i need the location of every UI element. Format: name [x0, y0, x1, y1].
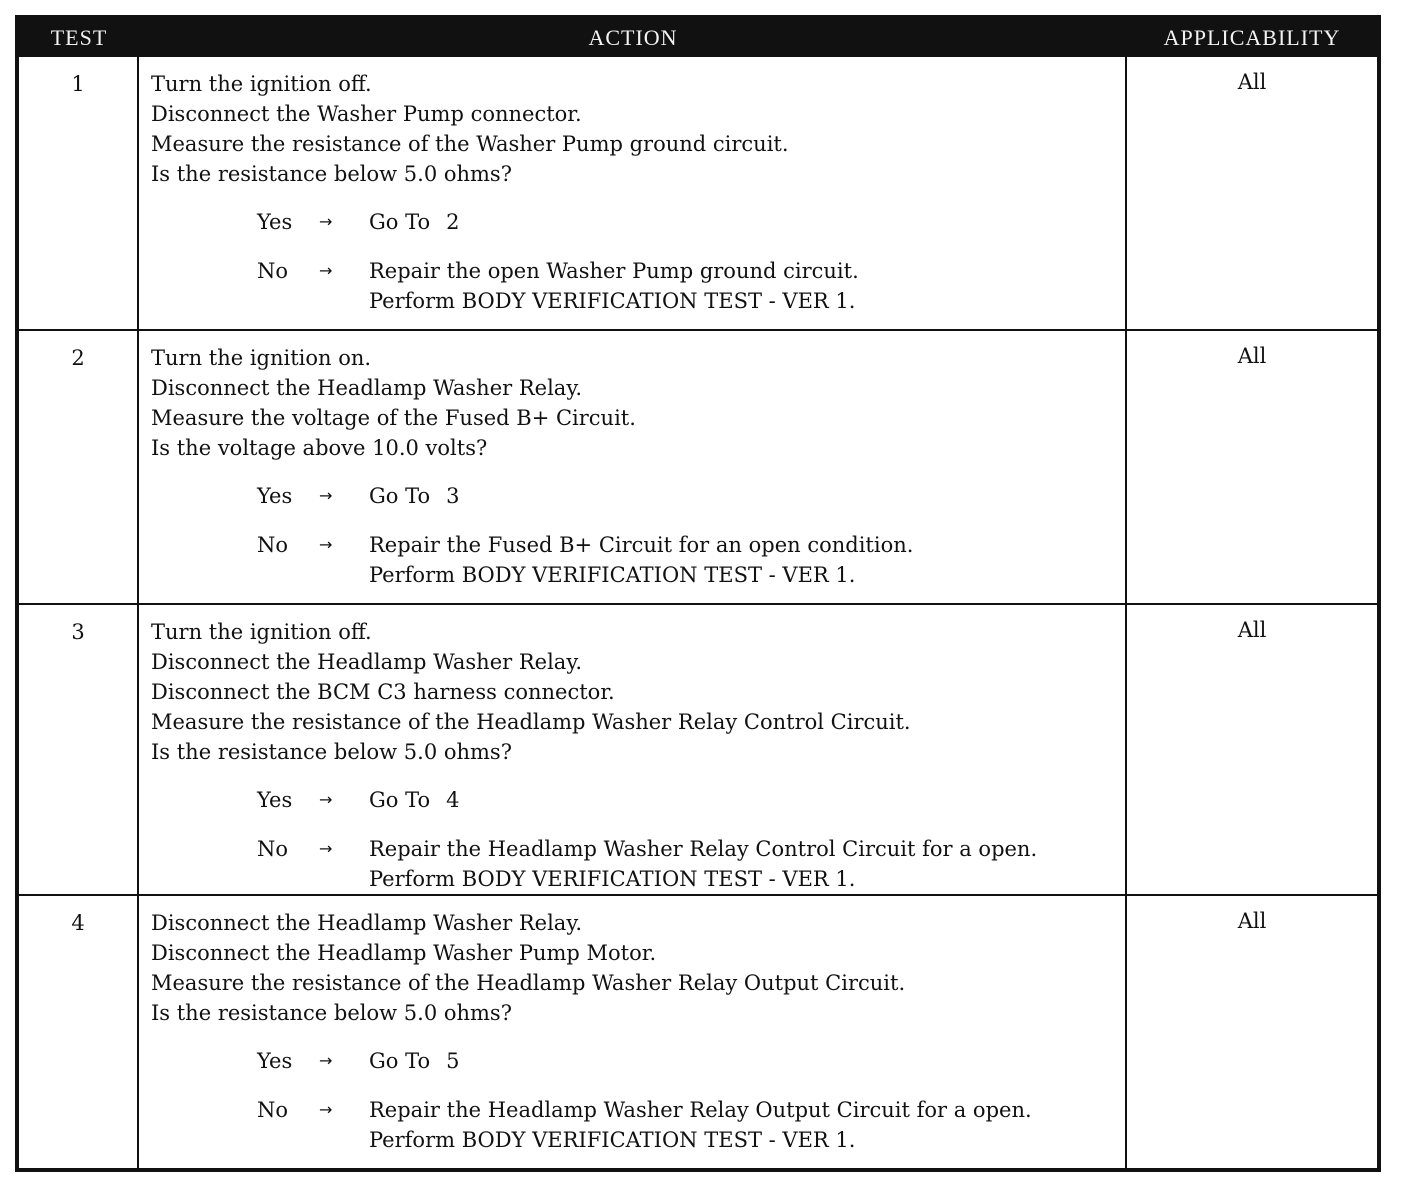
- action-cell: [139, 331, 1127, 603]
- outcome-yes: [257, 481, 1125, 511]
- outcome-no: [257, 256, 1125, 316]
- action-question: Is the voltage above 10.0 volts?: [151, 436, 488, 460]
- diagnostic-test-table: [15, 15, 1381, 1172]
- goto-instruction: [369, 1046, 460, 1076]
- action-step: Disconnect the Headlamp Washer Pump Motor.: [151, 941, 657, 965]
- test-number: 3: [19, 605, 139, 894]
- yes-label: Yes: [257, 210, 293, 234]
- outcomes: [257, 785, 1125, 894]
- action-step: Measure the resistance of the Headlamp Washer Relay Control Circuit.: [151, 710, 911, 734]
- goto-test-link[interactable]: 2: [446, 210, 460, 234]
- applicability-value: All: [1237, 344, 1267, 368]
- header-applicability: APPLICABILITY: [1163, 25, 1341, 50]
- goto-test-link[interactable]: 3: [446, 484, 460, 508]
- goto-instruction: [369, 481, 460, 511]
- action-step: Disconnect the BCM C3 harness connector.: [151, 680, 615, 704]
- action-question: Is the resistance below 5.0 ohms?: [151, 1001, 512, 1025]
- outcomes: [257, 481, 1125, 590]
- outcome-yes: [257, 207, 1125, 237]
- header-action: ACTION: [588, 25, 678, 50]
- action-step: Measure the voltage of the Fused B+ Circuit.: [151, 406, 636, 430]
- action-step: Measure the resistance of the Washer Pump ground circuit.: [151, 132, 789, 156]
- action-question: Is the resistance below 5.0 ohms?: [151, 162, 512, 186]
- outcome-no: [257, 530, 1125, 590]
- table-row: [19, 57, 1377, 329]
- verification-instruction: Perform BODY VERIFICATION TEST - VER 1.: [369, 289, 856, 313]
- arrow-right-icon: →: [319, 486, 333, 505]
- repair-instruction: Repair the Headlamp Washer Relay Control Circuit for a open.: [369, 837, 1038, 861]
- goto-test-link[interactable]: 4: [446, 788, 460, 812]
- goto-instruction: [369, 207, 460, 237]
- table-row: [19, 329, 1377, 603]
- test-number: 2: [19, 331, 139, 603]
- verification-instruction: Perform BODY VERIFICATION TEST - VER 1.: [369, 867, 856, 891]
- goto-label: Go To: [369, 484, 431, 508]
- no-label: No: [257, 837, 289, 861]
- applicability-value: All: [1237, 909, 1267, 933]
- outcome-yes: [257, 785, 1125, 815]
- table-header-row: [19, 19, 1377, 57]
- verification-instruction: Perform BODY VERIFICATION TEST - VER 1.: [369, 1128, 856, 1152]
- goto-label: Go To: [369, 210, 431, 234]
- goto-label: Go To: [369, 1049, 431, 1073]
- arrow-right-icon: →: [319, 535, 333, 554]
- test-rows: [19, 57, 1377, 1168]
- applicability-value: All: [1237, 70, 1267, 94]
- table-row: [19, 894, 1377, 1168]
- action-step: Disconnect the Headlamp Washer Relay.: [151, 911, 583, 935]
- test-number: 4: [19, 896, 139, 1168]
- goto-label: Go To: [369, 788, 431, 812]
- table-row: [19, 603, 1377, 894]
- header-test: TEST: [50, 25, 108, 50]
- action-step: Measure the resistance of the Headlamp Washer Relay Output Circuit.: [151, 971, 906, 995]
- goto-test-link[interactable]: 5: [446, 1049, 460, 1073]
- no-label: No: [257, 533, 289, 557]
- arrow-right-icon: →: [319, 839, 333, 858]
- repair-instruction: Repair the Headlamp Washer Relay Output Circuit for a open.: [369, 1098, 1032, 1122]
- applicability-value: All: [1237, 618, 1267, 642]
- test-number: 1: [19, 57, 139, 329]
- no-label: No: [257, 1098, 289, 1122]
- arrow-right-icon: →: [319, 261, 333, 280]
- action-question: Is the resistance below 5.0 ohms?: [151, 740, 512, 764]
- action-step: Turn the ignition off.: [151, 72, 372, 96]
- no-label: No: [257, 259, 289, 283]
- action-step: Disconnect the Washer Pump connector.: [151, 102, 582, 126]
- action-step: Disconnect the Headlamp Washer Relay.: [151, 650, 583, 674]
- arrow-right-icon: →: [319, 1100, 333, 1119]
- action-step: Turn the ignition on.: [151, 346, 372, 370]
- arrow-right-icon: →: [319, 212, 333, 231]
- repair-instruction: Repair the open Washer Pump ground circuit.: [369, 259, 859, 283]
- yes-label: Yes: [257, 1049, 293, 1073]
- action-step: Disconnect the Headlamp Washer Relay.: [151, 376, 583, 400]
- arrow-right-icon: →: [319, 790, 333, 809]
- outcomes: [257, 207, 1125, 316]
- yes-label: Yes: [257, 788, 293, 812]
- action-cell: [139, 605, 1127, 894]
- outcome-no: [257, 834, 1125, 894]
- outcomes: [257, 1046, 1125, 1155]
- goto-instruction: [369, 785, 460, 815]
- action-cell: [139, 896, 1127, 1168]
- outcome-no: [257, 1095, 1125, 1155]
- yes-label: Yes: [257, 484, 293, 508]
- outcome-yes: [257, 1046, 1125, 1076]
- verification-instruction: Perform BODY VERIFICATION TEST - VER 1.: [369, 563, 856, 587]
- arrow-right-icon: →: [319, 1051, 333, 1070]
- action-step: Turn the ignition off.: [151, 620, 372, 644]
- repair-instruction: Repair the Fused B+ Circuit for an open condition.: [369, 533, 914, 557]
- action-cell: [139, 57, 1127, 329]
